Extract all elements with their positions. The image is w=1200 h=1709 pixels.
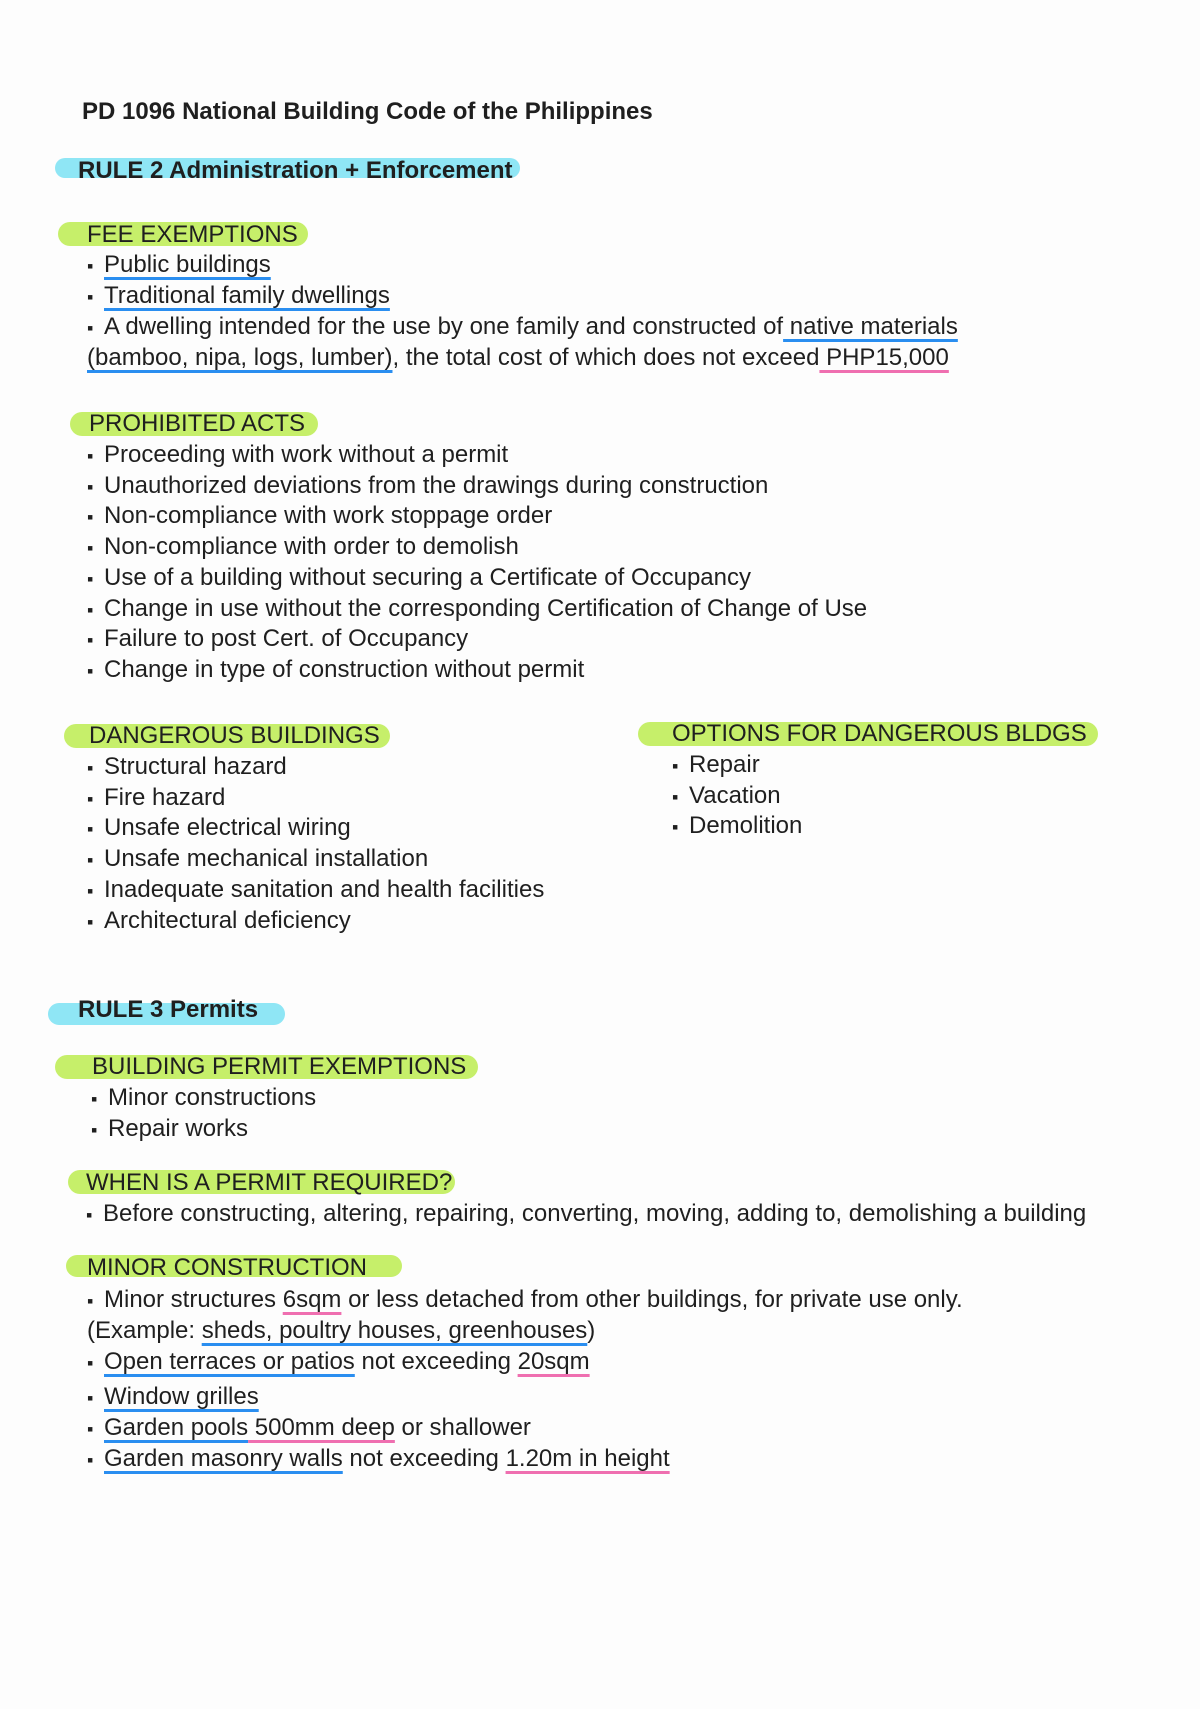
fee-exemptions-heading: FEE EXEMPTIONS [87,221,298,248]
list-item-text: Unsafe mechanical installation [104,845,429,873]
bullet-icon: ▪ [87,819,94,840]
list-item-text: Minor constructions [108,1084,317,1111]
bullet-icon: ▪ [672,817,679,838]
list-item [87,844,428,875]
bullet-icon: ▪ [87,911,94,932]
bullet-icon: ▪ [87,1450,94,1470]
bullet-icon: ▪ [87,788,94,809]
list-item-text: Failure to post Cert. of Occupancy [104,625,469,653]
list-item: ▪ Public buildings [87,250,271,281]
bullet-icon: ▪ [87,476,94,497]
bullet-icon: ▪ [87,538,94,559]
prohibited-acts-heading: PROHIBITED ACTS [89,410,306,437]
list-item-continued: (bamboo, nipa, logs, lumber), the total cost of which does not exceed PHP15,000 [87,344,949,371]
list-item-text: Unauthorized deviations from the drawings during construction [104,471,769,499]
list-item-text: Repair works [108,1114,249,1142]
list-item-text: Change in use without the corresponding Certification of Change of Use [104,594,868,622]
dangerous-buildings-heading: DANGEROUS BUILDINGS [89,722,380,749]
list-item: ▪ Minor structures 6sqm or less detached from other buildings, for private use only. [87,1285,963,1316]
rule3-heading: RULE 3 Permits [78,996,259,1023]
list-item [87,532,519,563]
list-item-text: Unsafe electrical wiring [104,814,351,842]
list-item: ▪ Open terraces or patios not exceeding 20sqm [87,1347,590,1378]
list-item: ▪ Before constructing, altering, repairing, converting, moving, adding to, demolishing a building [86,1199,1086,1230]
when-required-heading: WHEN IS A PERMIT REQUIRED? [86,1169,453,1196]
options-heading: OPTIONS FOR DANGEROUS BLDGS [672,720,1087,747]
bullet-icon: ▪ [87,758,94,778]
list-item [87,813,351,844]
list-item [87,783,225,814]
list-item [87,440,508,471]
minor-construction-heading: MINOR CONSTRUCTION [87,1254,367,1281]
list-item-text: Non-compliance with work stoppage order [104,502,553,530]
list-item: ▪ Garden pools 500mm deep or shallower [87,1413,531,1444]
bullet-icon: ▪ [91,1089,98,1109]
list-item-continued: (Example: sheds, poultry houses, greenhouses) [87,1317,596,1344]
permit-exemptions-heading: BUILDING PERMIT EXEMPTIONS [92,1053,467,1080]
bullet-icon: ▪ [87,1291,94,1311]
list-item [672,781,781,812]
bullet-icon: ▪ [87,880,94,901]
list-item-text: Vacation [689,781,781,809]
bullet-icon: ▪ [87,1353,94,1373]
bullet-icon: ▪ [87,446,94,466]
list-item [87,563,751,594]
list-item-text: Non-compliance with order to demolish [104,533,519,561]
list-item-text: Proceeding with work without a permit [104,441,509,468]
list-item: ▪ Traditional family dwellings [87,281,390,312]
list-item [87,624,468,655]
list-item-text: Repair [689,751,760,778]
bullet-icon: ▪ [87,660,94,681]
list-item: ▪ A dwelling intended for the use by one family and constructed of native materials [87,312,958,343]
list-item-text: Use of a building without securing a Certificate of Occupancy [104,563,752,591]
bullet-icon: ▪ [87,256,94,276]
list-item [91,1083,316,1114]
list-item [672,811,802,842]
list-item-text: Demolition [689,812,803,840]
bullet-icon: ▪ [91,1119,98,1140]
list-item [87,752,287,783]
list-item: ▪ Window grilles [87,1382,259,1413]
list-item-text: Change in type of construction without permit [104,655,585,683]
list-item [87,501,552,532]
bullet-icon: ▪ [87,1419,94,1439]
list-item-text: Fire hazard [104,783,226,811]
list-item: ▪ Garden masonry walls not exceeding 1.20m in height [87,1444,670,1475]
rule2-heading: RULE 2 Administration + Enforcement [78,157,513,184]
bullet-icon: ▪ [87,568,94,589]
bullet-icon: ▪ [87,1388,94,1408]
bullet-icon: ▪ [87,630,94,651]
bullet-icon: ▪ [86,1205,93,1225]
bullet-icon: ▪ [672,786,679,807]
bullet-icon: ▪ [87,287,94,307]
list-item [672,750,760,781]
bullet-icon: ▪ [672,756,679,776]
list-item [87,594,867,625]
list-item [87,906,351,937]
bullet-icon: ▪ [87,599,94,620]
list-item-text: Structural hazard [104,753,287,780]
list-item-text: Architectural deficiency [104,906,351,934]
list-item-text: Inadequate sanitation and health facilities [104,875,545,903]
list-item [87,655,584,686]
bullet-icon: ▪ [87,507,94,528]
bullet-icon: ▪ [87,318,94,338]
list-item [91,1114,248,1145]
bullet-icon: ▪ [87,850,94,871]
list-item [87,471,768,502]
page-title: PD 1096 National Building Code of the Philippines [82,98,653,125]
list-item [87,875,544,906]
